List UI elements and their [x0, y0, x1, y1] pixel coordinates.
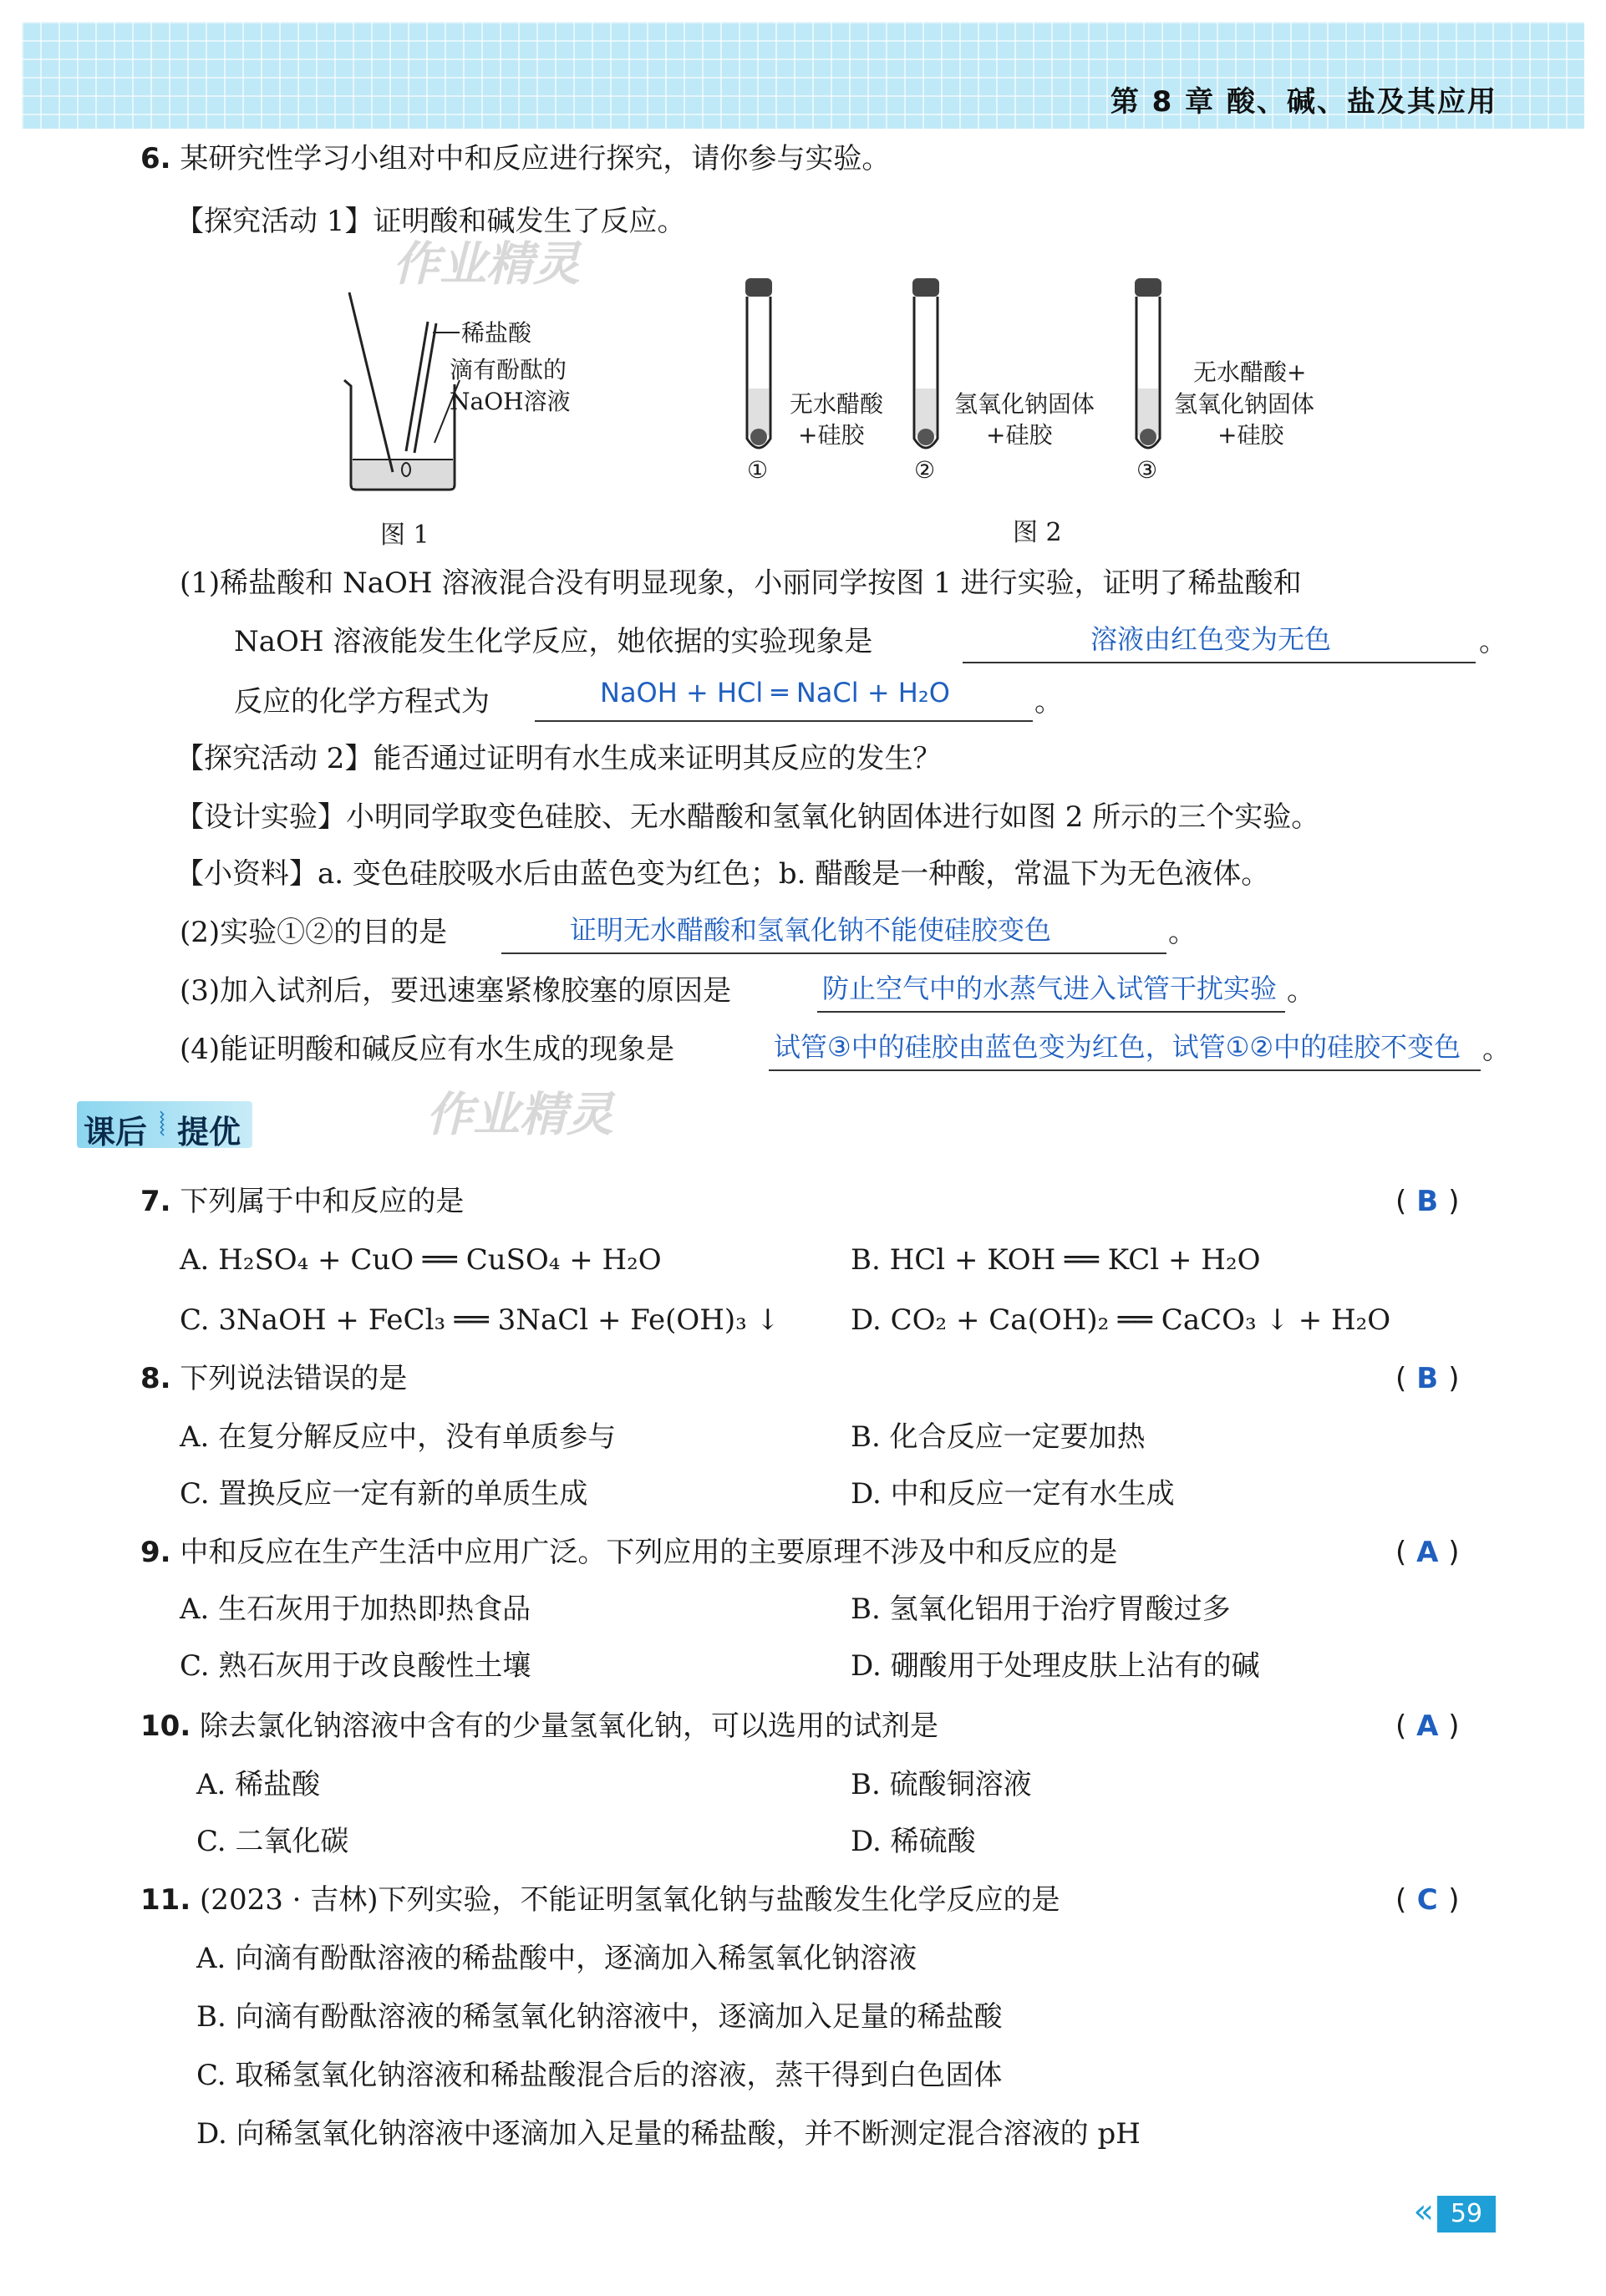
q7-number: 7.	[140, 1185, 171, 1218]
paren-close: )	[1448, 1185, 1460, 1218]
watermark: 作业精灵	[426, 1088, 613, 1142]
q6-part1-line1: (1)稀盐酸和 NaOH 溶液混合没有明显现象，小丽同学按图 1 进行实验，证明了稀盐酸和	[180, 566, 1302, 600]
q11-option-a: A. 向滴有酚酞溶液的稀盐酸中，逐滴加入稀氢氧化钠溶液	[196, 1942, 917, 1975]
test-tube-2	[912, 278, 939, 448]
q10-option-c: C. 二氧化碳	[196, 1825, 349, 1858]
q10-stem: 除去氯化钠溶液中含有的少量氢氧化钠，可以选用的试剂是	[200, 1709, 939, 1743]
q7-stem: 下列属于中和反应的是	[180, 1185, 465, 1218]
q6-part2-answer: 证明无水醋酸和氢氧化钠不能使硅胶变色	[570, 914, 1052, 946]
q6-activity2: 【探究活动 2】能否通过证明有水生成来证明其反应的发生？	[175, 742, 942, 775]
q11-answer-bracket	[1395, 1883, 1460, 1917]
q6-part1-answer1: 溶液由红色变为无色	[1090, 623, 1332, 655]
tube2-label-line1: 氢氧化钠固体	[954, 390, 1095, 418]
q6-part1-answer2: NaOH + HCl ═ NaCl + H₂O	[600, 677, 950, 709]
figure-1-beaker	[334, 284, 685, 501]
q6-stem: 某研究性学习小组对中和反应进行探究，请你参与实验。	[180, 142, 891, 175]
q11-stem: (2023 · 吉林)下列实验，不能证明氢氧化钠与盐酸发生化学反应的是	[200, 1883, 1060, 1917]
paren-close: )	[1448, 1536, 1460, 1569]
q8-answer-bracket	[1395, 1362, 1460, 1395]
q6-info: 【小资料】a. 变色硅胶吸水后由蓝色变为红色；b. 醋酸是一种酸，常温下为无色液体。	[175, 857, 1270, 891]
q8-option-d: D. 中和反应一定有水生成	[851, 1477, 1175, 1511]
q6-design: 【设计实验】小明同学取变色硅胶、无水醋酸和氢氧化钠固体进行如图 2 所示的三个实验。	[175, 800, 1320, 834]
paren-open: (	[1395, 1185, 1407, 1218]
q9-option-c: C. 熟石灰用于改良酸性土壤	[180, 1649, 531, 1683]
q7-answer-bracket	[1395, 1185, 1460, 1218]
tube3-label-line3: +硅胶	[1217, 421, 1284, 449]
chapter-title: 第 8 章 酸、碱、盐及其应用	[1110, 85, 1497, 119]
q9-option-a: A. 生石灰用于加热即热食品	[180, 1592, 531, 1626]
q6-number: 6.	[140, 142, 171, 175]
figure-2-test-tubes	[727, 272, 1563, 497]
paren-open: (	[1395, 1709, 1407, 1743]
tube3-label-line2: 氢氧化钠固体	[1174, 390, 1315, 418]
q7-stem-line	[140, 1185, 464, 1218]
period: 。	[1287, 974, 1315, 1008]
paren-open: (	[1395, 1536, 1407, 1569]
q8-option-c: C. 置换反应一定有新的单质生成	[180, 1477, 588, 1511]
tube2-label-line2: +硅胶	[986, 421, 1053, 449]
q6-part3-answer: 防止空气中的水蒸气进入试管干扰实验	[822, 973, 1278, 1004]
q6-part1-line3: 反应的化学方程式为	[234, 685, 490, 719]
q8-stem-line	[140, 1362, 407, 1395]
section-title-b: 提优	[177, 1114, 241, 1151]
q6-part3: (3)加入试剂后，要迅速塞紧橡胶塞的原因是	[180, 974, 732, 1008]
fig2-caption: 图 2	[1013, 518, 1062, 547]
q6-activity1: 【探究活动 1】证明酸和碱发生了反应。	[175, 205, 686, 238]
q11-option-c: C. 取稀氢氧化钠溶液和稀盐酸混合后的溶液，蒸干得到白色固体	[196, 2059, 1003, 2092]
q11-number: 11.	[140, 1883, 191, 1917]
q6-stem-line	[140, 142, 890, 175]
fig1-label-base-line1: 滴有酚酞的	[450, 356, 567, 384]
q10-stem-line	[140, 1709, 938, 1743]
paren-close: )	[1448, 1709, 1460, 1743]
paren-open: (	[1395, 1362, 1407, 1395]
period: 。	[1168, 916, 1197, 949]
paren-close: )	[1448, 1883, 1460, 1917]
q10-option-a: A. 稀盐酸	[196, 1768, 321, 1801]
fig1-caption: 图 1	[380, 521, 429, 550]
q6-part4-answer: 试管③中的硅胶由蓝色变为红色，试管①②中的硅胶不变色	[774, 1031, 1461, 1063]
q10-option-d: D. 稀硫酸	[851, 1825, 976, 1858]
tube3-label-line1: 无水醋酸+	[1193, 358, 1307, 386]
period: 。	[1034, 685, 1063, 719]
tube3-number: ③	[1136, 456, 1158, 484]
q10-answer-bracket	[1395, 1709, 1460, 1743]
q6-part2: (2)实验①②的目的是	[180, 916, 448, 949]
watermark: 作业精灵	[393, 237, 580, 292]
paren-close: )	[1448, 1362, 1460, 1395]
q11-option-b: B. 向滴有酚酞溶液的稀氢氧化钠溶液中，逐滴加入足量的稀盐酸	[196, 2000, 1003, 2034]
q6-part4: (4)能证明酸和碱反应有水生成的现象是	[180, 1033, 675, 1066]
q9-number: 9.	[140, 1536, 171, 1569]
q9-stem-line	[140, 1536, 1117, 1569]
tube1-label-line2: +硅胶	[798, 421, 865, 449]
q11-stem-line	[140, 1883, 1060, 1917]
q8-stem: 下列说法错误的是	[180, 1362, 408, 1395]
paren-open: (	[1395, 1883, 1407, 1917]
q10-answer: A	[1416, 1709, 1439, 1743]
q7-option-a: A. H₂SO₄ + CuO ══ CuSO₄ + H₂O	[180, 1243, 662, 1277]
q6-part1-line2: NaOH 溶液能发生化学反应，她依据的实验现象是	[234, 625, 873, 658]
q9-stem: 中和反应在生产生活中应用广泛。下列应用的主要原理不涉及中和反应的是	[180, 1536, 1118, 1569]
fig1-label-acid: 稀盐酸	[461, 319, 532, 347]
page-number: 59	[1437, 2196, 1496, 2233]
period: 。	[1479, 625, 1507, 658]
fig1-label-base-line2: NaOH溶液	[450, 388, 571, 415]
q8-option-b: B. 化合反应一定要加热	[851, 1420, 1146, 1454]
wave-icon: ⦚	[159, 1106, 165, 1143]
q11-answer: C	[1416, 1883, 1438, 1917]
test-tube-3	[1135, 278, 1161, 448]
tube2-number: ②	[914, 456, 936, 484]
q10-option-b: B. 硫酸铜溶液	[851, 1768, 1032, 1801]
q9-answer-bracket	[1395, 1536, 1460, 1569]
test-tube-1	[745, 278, 772, 448]
tube1-number: ①	[747, 456, 769, 484]
q7-answer: B	[1416, 1185, 1439, 1218]
tube1-label-line1: 无水醋酸	[790, 390, 884, 418]
q10-number: 10.	[140, 1709, 191, 1743]
q7-option-c: C. 3NaOH + FeCl₃ ══ 3NaCl + Fe(OH)₃ ↓	[180, 1303, 780, 1337]
q11-option-d: D. 向稀氢氧化钠溶液中逐滴加入足量的稀盐酸，并不断测定混合溶液的 pH	[196, 2117, 1141, 2151]
section-title-a: 课后	[84, 1114, 148, 1151]
q7-option-d: D. CO₂ + Ca(OH)₂ ══ CaCO₃ ↓ + H₂O	[851, 1303, 1391, 1337]
period: 。	[1482, 1033, 1511, 1066]
q8-option-a: A. 在复分解反应中，没有单质参与	[180, 1420, 617, 1454]
q9-answer: A	[1416, 1536, 1439, 1569]
q9-option-b: B. 氢氧化铝用于治疗胃酸过多	[851, 1592, 1231, 1626]
page-arrow-icon: «	[1413, 2192, 1434, 2231]
q9-option-d: D. 硼酸用于处理皮肤上沾有的碱	[851, 1649, 1260, 1683]
q8-number: 8.	[140, 1362, 171, 1395]
q7-option-b: B. HCl + KOH ══ KCl + H₂O	[851, 1243, 1261, 1277]
q8-answer: B	[1416, 1362, 1439, 1395]
